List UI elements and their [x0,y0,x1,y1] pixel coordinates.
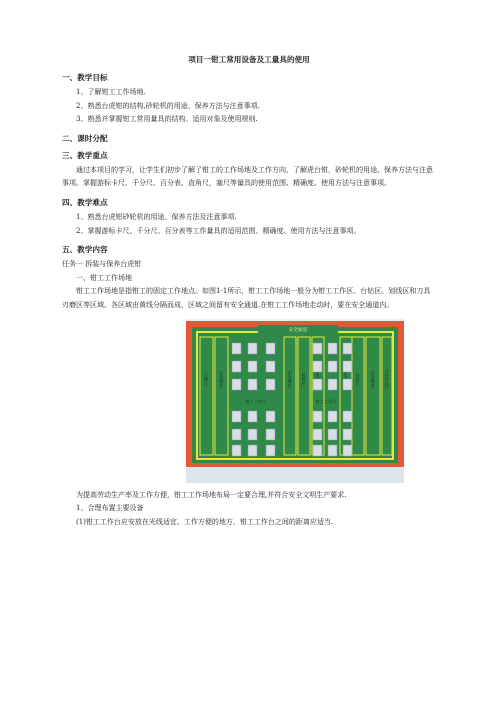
paragraph: 钳工工作场地是指钳工的固定工作地点。如图1-1所示，钳工工作场地一般分为钳工工作区、台钻区、划线区和刀具刃磨区等区域。各区域由黄线分隔而成，区域之间留有安全通道.在钳工工作场地走动时，要在安全通道内。 [62,287,431,309]
zone-label: 台钻区 [355,372,361,385]
workbench [328,379,337,390]
zone-label: 钳工工作区 [315,398,337,404]
document-title: 项目一钳工常用设备及工量具的使用 [188,55,310,64]
workbench [248,411,257,422]
workbench [343,361,352,372]
zone-strip [284,337,296,455]
workbench [313,361,322,372]
zone-label: 安全通道 [219,370,224,387]
section-heading: 三、教学重点 [62,150,108,160]
workbench [328,411,337,422]
workbench [232,429,241,440]
section-heading: 一、教学目标 [62,73,108,82]
workbench [328,361,337,372]
workbench [248,343,257,354]
zone-label: 刀具存放区 [384,368,390,390]
zone-strip [366,337,380,455]
list-item: 2、熟悉台虎钳的结构,砂轮机的用途、保养方法与注意事项. [76,101,260,110]
workbench [232,361,241,372]
zone-strip [352,337,364,455]
paragraph: 为提高劳动生产率及工作方便，钳工工作场地布局一定要合理,并符合安全文明生产要求. [76,490,347,499]
zone-strip [200,337,213,455]
workbench [248,379,257,390]
zone-label: 检测区 [301,372,307,385]
workbench [313,445,322,456]
list-item: (1)钳工工作台应安放在光线适宜、工作方便的地方，钳工工作台之间的距离应适当. [76,517,334,526]
zone-strip [298,337,310,455]
workbench [313,429,322,440]
workshop-layout-diagram [186,319,404,483]
list-item: 1、熟悉台虎钳砂轮机的用途、保养方法及注意事项. [76,212,237,221]
workbench [266,411,275,422]
subheading: 一、钳工工作场地 [76,273,132,282]
workbench [266,445,275,456]
workshop-layout-figure [186,319,404,483]
workbench [248,429,257,440]
workbench [343,445,352,456]
workbench [313,411,322,422]
workbench [232,343,241,354]
section-heading: 二、课时分配 [62,133,108,143]
list-item: 1、合理布置主要设备 [76,504,144,513]
workbench [313,379,322,390]
workbench [266,429,275,440]
list-item: 2、掌握游标卡尺、千分尺、百分表等工作量具的适用范围、精确度、使用方法与注意事项。 [76,226,361,235]
zone-strip [215,337,228,455]
workbench [266,361,275,372]
zone-label: 安全通道 [287,370,293,387]
workbench [343,411,352,422]
figure-top-label: 安全通道 [288,327,308,333]
workbench [232,445,241,456]
list-item: 1、了解钳工工作场地. [76,88,146,96]
workbench [266,379,275,390]
workbench [248,445,257,456]
zone-label: 钳工工作区 [245,398,267,404]
workbench [328,429,337,440]
workbench [232,411,241,422]
workbench [266,343,275,354]
workbench [328,445,337,456]
section-heading: 五、教学内容 [62,245,108,255]
task-title: 任务一 拆装与保养台虎钳 [62,260,142,269]
paragraph: 通过本项目的学习，让学生们初步了解了钳工的工作场地及工作方向，了解虎台钳，砂轮机的用途、保养方法与注意事项。掌握游标卡尺、千分尺、百分表、直角尺，塞尺等量具的使用范围、精确度、使用方法与注意事项。 [62,165,433,188]
document-page [62,54,436,529]
workbench [328,343,337,354]
workbench [343,379,352,390]
zone-label: 刃磨区 [204,372,209,385]
workbench [313,343,322,354]
workbench [232,379,241,390]
zone-label: 安全通道 [370,370,376,387]
workbench [343,429,352,440]
workbench [343,343,352,354]
workbench [248,361,257,372]
section-heading: 四、教学难点 [62,197,108,207]
zone-strip [382,337,392,455]
list-item: 3、熟悉并掌握钳工常用量具的结构、适用对象及使用规则. [76,115,258,124]
